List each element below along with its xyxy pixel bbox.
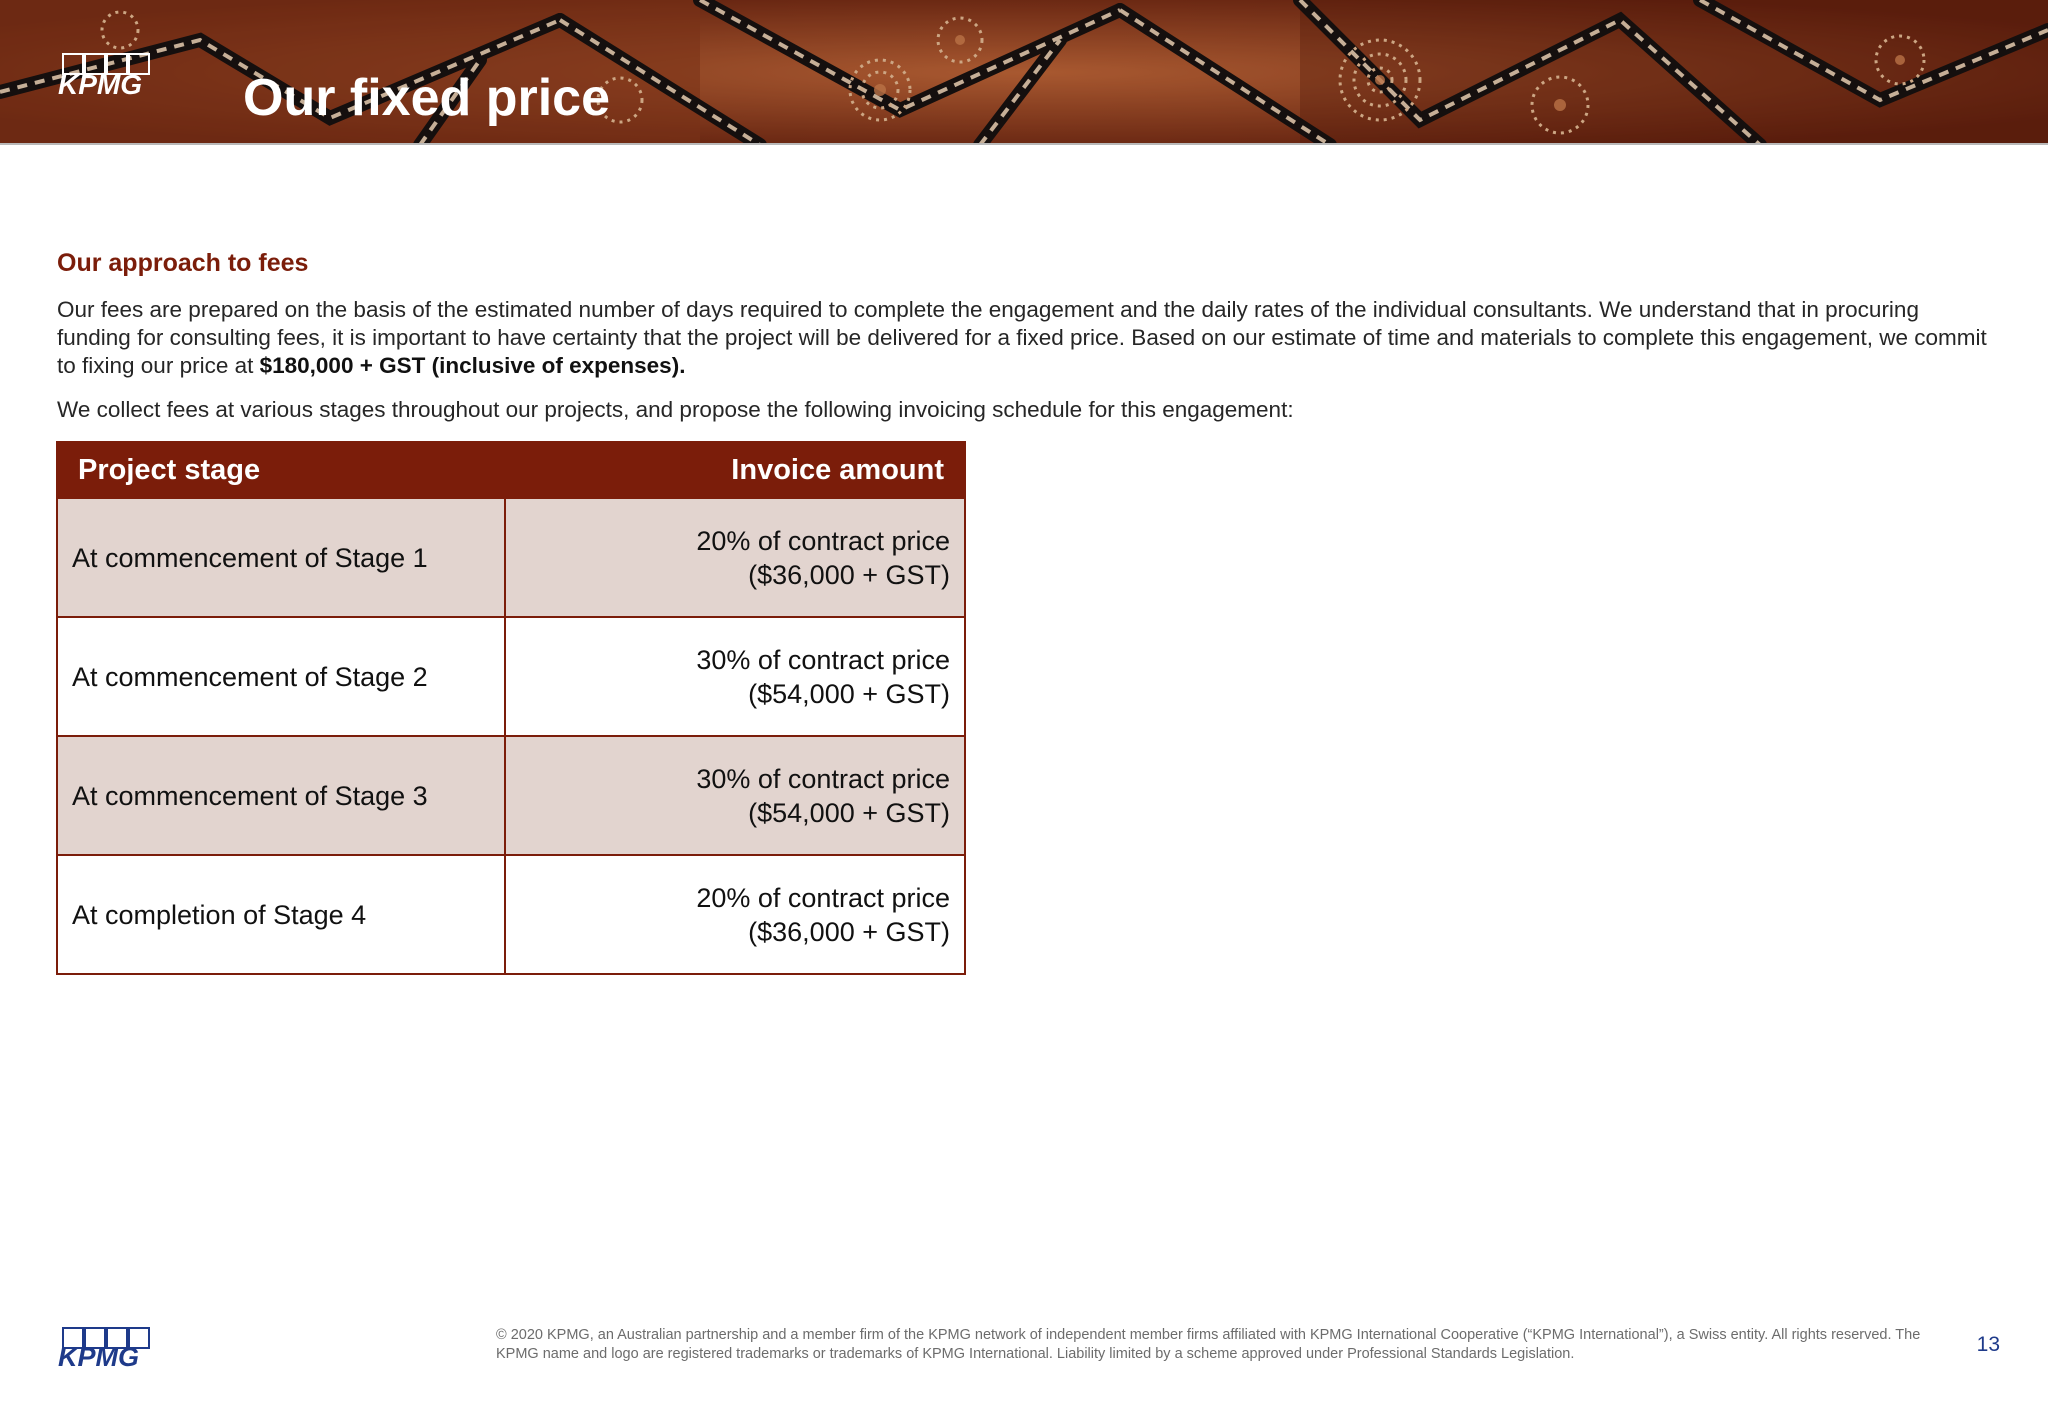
svg-text:KPMG: KPMG — [58, 69, 142, 100]
copyright-notice: © 2020 KPMG, an Australian partnership and a member firm of the KPMG network of independent member firms affiliated with KPMG International Cooperative (“KPMG International”), a Swiss entity. All rights reserved. The KPMG name and logo are registered trademarks or trademarks of KPMG International. Liability limited by a scheme approved under Professional Standards Legislation. — [496, 1327, 1921, 1362]
page-title: Our fixed price — [243, 69, 610, 127]
section-heading: Our approach to fees — [57, 249, 309, 277]
amount-cell — [505, 617, 965, 736]
amount-cell — [505, 498, 965, 617]
invoice-schedule-table — [56, 441, 966, 975]
stage-cell: At commencement of Stage 3 — [57, 736, 505, 855]
invoicing-intro: We collect fees at various stages throughout our projects, and propose the following invoicing schedule for this engagement: — [57, 397, 1294, 422]
fixed-price-highlight: $180,000 + GST (inclusive of expenses). — [259, 353, 686, 378]
table-row — [57, 498, 965, 617]
stage-cell: At commencement of Stage 2 — [57, 617, 505, 736]
amount-value: ($54,000 + GST) — [748, 797, 950, 828]
header-banner — [0, 0, 2048, 145]
amount-percent: 30% of contract price — [696, 763, 950, 794]
page-number: 13 — [1976, 1333, 2000, 1356]
table-row — [57, 736, 965, 855]
amount-percent: 20% of contract price — [696, 882, 950, 913]
column-header-project-stage: Project stage — [57, 442, 505, 498]
table-header-row — [57, 442, 965, 498]
stage-cell: At commencement of Stage 1 — [57, 498, 505, 617]
amount-value: ($36,000 + GST) — [748, 559, 950, 590]
table-row — [57, 855, 965, 974]
kpmg-logo-icon — [56, 52, 156, 102]
amount-cell — [505, 855, 965, 974]
fees-paragraph — [57, 296, 1997, 380]
amount-percent: 30% of contract price — [696, 644, 950, 675]
amount-percent: 20% of contract price — [696, 525, 950, 556]
table-row — [57, 617, 965, 736]
amount-cell — [505, 736, 965, 855]
stage-cell: At completion of Stage 4 — [57, 855, 505, 974]
fees-paragraph-text: Our fees are prepared on the basis of the estimated number of days required to complete the engagement and the daily rates of the individual consultants. We understand that in procuring funding for consulting fees, it is important to have certainty that the project will be delivered for a fixed price. Based on our estimate of time and materials to complete this engagement, we commit to fixing our price at — [57, 297, 1987, 378]
kpmg-footer-logo-icon — [56, 1326, 156, 1370]
amount-value: ($54,000 + GST) — [748, 678, 950, 709]
svg-text:KPMG: KPMG — [58, 1342, 139, 1370]
amount-value: ($36,000 + GST) — [748, 916, 950, 947]
column-header-invoice-amount: Invoice amount — [505, 442, 965, 498]
banner-divider — [0, 143, 2048, 145]
